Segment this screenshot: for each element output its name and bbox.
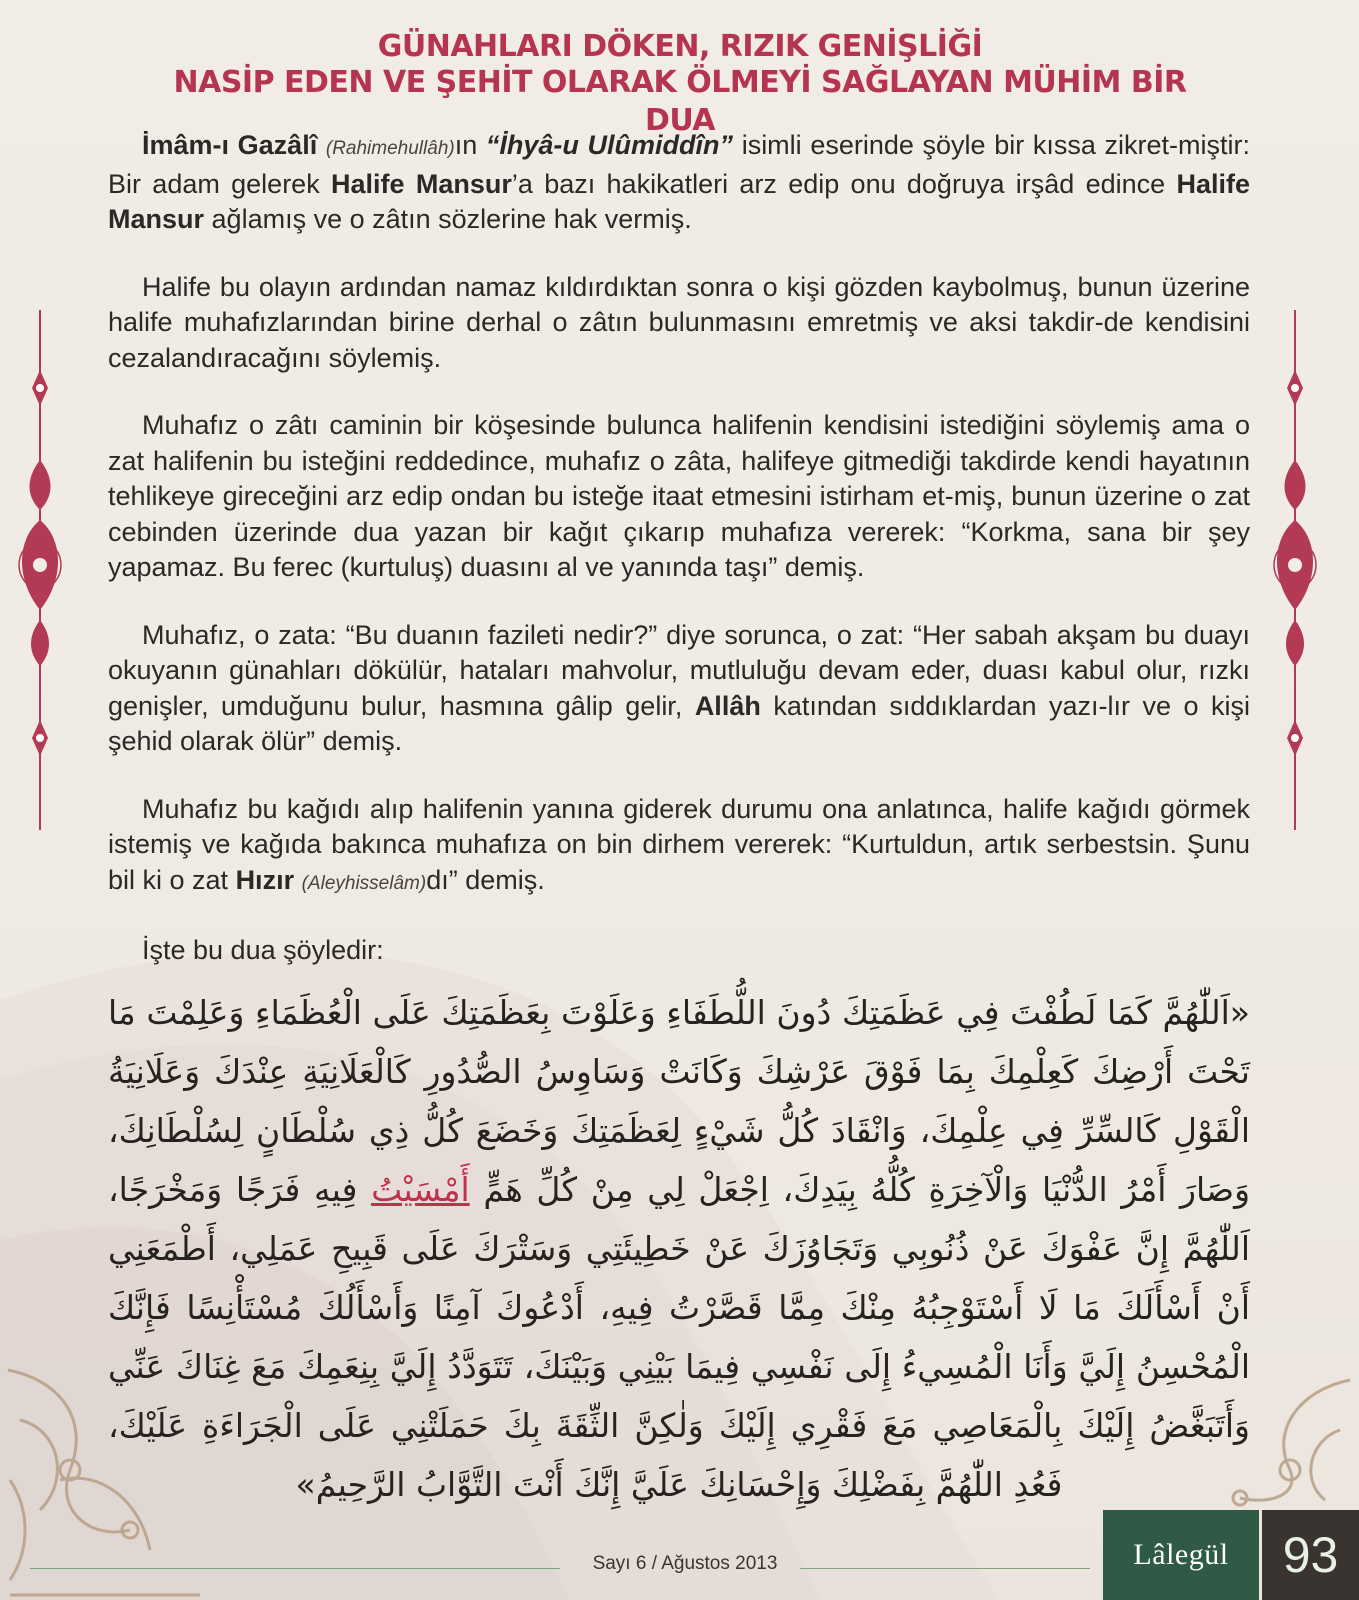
article-title-line-1: GÜNAHLARI DÖKEN, RIZIK GENİŞLİĞİ [377, 29, 983, 64]
text-run: isimli eserinde şöyle bir kıssa zikret-miştir: Bir adam gelerek [108, 130, 1250, 199]
honorific: (Aleyhisselâm) [301, 872, 427, 894]
honorific: (Rahimehullâh) [325, 138, 455, 159]
text-run: Muhafız, o zata: “Bu duanın fazileti nedir?” diye sorunca, o zat: “Her sabah akşam bu duayı okuyanın günahları dökülür, hataları mahvolur, mutluluğu devam eder, duası kabul olur, rızkı genişler, umduğunu bulur, hasmına gâlip gelir, [108, 619, 1250, 721]
right-ornament [1267, 310, 1323, 830]
issue-label: Sayı 6 / Ağustos 2013 [592, 1553, 778, 1574]
paragraph-3: Muhafız o zâtı caminin bir köşesinde bulunca halifenin kendisini istediğini söylemiş ama o zat halifenin bu isteğini reddedince, muhafız o zâta, halifeye gitmediği takdirde kendi hayatının tehlikeye gireceğini arz edip ondan bu isteğe itaat etmesini istirham et-miş, bunun üzerine o zat cebinden üzerinde dua yazan bir kağıt çıkarıp muhafıza vererek: “Korkma, sana bir şey yapamaz. Bu ferec (kurtuluş) duasını al ve yanında taşı” demiş. [108, 410, 1250, 582]
text-run: ’a bazı hakikatleri arz edip onu doğruya irşâd edince [511, 168, 1177, 199]
prayer-text: «اَللّٰهُمَّ كَمَا لَطُفْتَ فِي عَظَمَتِكَ دُونَ اللُّطَفَاءِ وَعَلَوْتَ بِعَظَمَتِكَ عَلَى الْعُظَمَاءِ وَعَلِمْتَ مَا تَحْتَ أَرْضِكَ كَعِلْمِكَ بِمَا فَوْقَ عَرْشِكَ وَكَانَتْ وَسَاوِسُ الصُّدُورِ كَالْعَلَانِيَةِ عِنْدَكَ وَعَلَانِيَةُ الْقَوْلِ كَالسِّرِّ فِي عِلْمِكَ، وَانْقَادَ كُلُّ شَيْءٍ لِعَظَمَتِكَ وَخَضَعَ كُلُّ ذِي سُلْطَانٍ لِسُلْطَانِكَ، وَصَارَ أَمْرُ الدُّنْيَا وَالْآخِرَةِ كُلُّهُ بِيَدِكَ، اِجْعَلْ لِي مِنْ كُلِّ هَمٍّ [108, 993, 1251, 1209]
prayer-text: فِيهِ فَرَجًا وَمَخْرَجًا، اَللّٰهُمَّ إِنَّ عَفْوَكَ عَنْ ذُنُوبِي وَتَجَاوُزَكَ عَنْ خَطِيئَتِي وَسَتْرَكَ عَلَى قَبِيحِ عَمَلِي، أَطْمَعَنِي أَنْ أَسْأَلَكَ مَا لَا أَسْتَوْجِبُهُ مِنْكَ مِمَّا قَصَّرْتُ فِيهِ، أَدْعُوكَ آمِنًا وَأَسْأَلُكَ مُسْتَأْنِسًا فَإِنَّكَ الْمُحْسِنُ إِلَيَّ وَأَنَا الْمُسِيءُ إِلَى نَفْسِي فِيمَا بَيْنِي وَبَيْنَكَ، تَتَوَدَّدُ إِلَيَّ بِنِعَمِكَ مَعَ غِنَاكَ عَنِّي وَأَتَبَغَّضُ إِلَيْكَ بِالْمَعَاصِي مَعَ فَقْرِي إِلَيْكَ وَلٰكِنَّ الثِّقَةَ بِكَ حَمَلَتْنِي عَلَى الْجَرَاءَةِ عَلَيْكَ، فَعُدِ اللّٰهُمَّ بِفَضْلِكَ وَإِحْسَانِكَ عَلَيَّ إِنَّكَ أَنْتَ التَّوَّابُ الرَّحِيمُ» [108, 1170, 1250, 1504]
author-name: İmâm-ı Gazâlî [142, 130, 318, 160]
footer-rule-right [800, 1568, 1090, 1569]
paragraph-2: Halife bu olayın ardından namaz kıldırdıktan sonra o kişi gözden kaybolmuş, bunun üzerine halife muhafızlarından birine derhal o zâtın bulunmasını emretmiş ve aksi takdir-de kendisini cezalandıracağını söylemiş. [108, 271, 1250, 373]
page-number-box [1262, 1510, 1359, 1600]
text-run: katından sıddıklardan yazı-lır ve o kişi şehid olarak ölür” demiş. [108, 690, 1250, 756]
article-body [108, 128, 1250, 1001]
arabic-prayer [108, 983, 1250, 1514]
book-title: “İhyâ-u Ulûmiddîn” [485, 130, 734, 160]
name-hizir: Hızır [235, 864, 295, 895]
page-number: 93 [1282, 1527, 1339, 1583]
paragraph-4 [108, 618, 1250, 760]
name-allah: Allâh [694, 690, 761, 721]
paragraph-6: İşte bu dua şöyledir: [142, 935, 384, 965]
left-ornament [12, 310, 68, 830]
text-run: dı” demiş. [426, 864, 545, 895]
text-run: ağlamış ve o zâtın sözlerine hak vermiş. [204, 204, 692, 234]
article-title-line-2: NASİP EDEN VE ŞEHİT OLARAK ÖLMEYİ SAĞLAYAN MÜHİM BİR DUA [173, 65, 1187, 138]
name-halife-mansur: Halife Mansur [331, 168, 512, 199]
paragraph-1 [108, 128, 1250, 238]
footer-rule-left [30, 1568, 560, 1569]
suffix: ın [454, 130, 478, 160]
magazine-name: Lâlegül [1133, 1538, 1229, 1571]
text-run: Muhafız bu kağıdı alıp halifenin yanına giderek durumu ona anlatınca, halife kağıdı görmek istemiş ve kağıda bakınca muhafıza on bin dirhem vererek: “Kurtuldun, artık serbestsin. Şunu bil ki o zat [108, 793, 1250, 895]
paragraph-5 [108, 792, 1250, 902]
highlighted-word: أَمْسَيْتُ [371, 1170, 470, 1209]
magazine-logo [1103, 1510, 1259, 1600]
name-halife-mansur: Halife Mansur [108, 168, 1251, 234]
